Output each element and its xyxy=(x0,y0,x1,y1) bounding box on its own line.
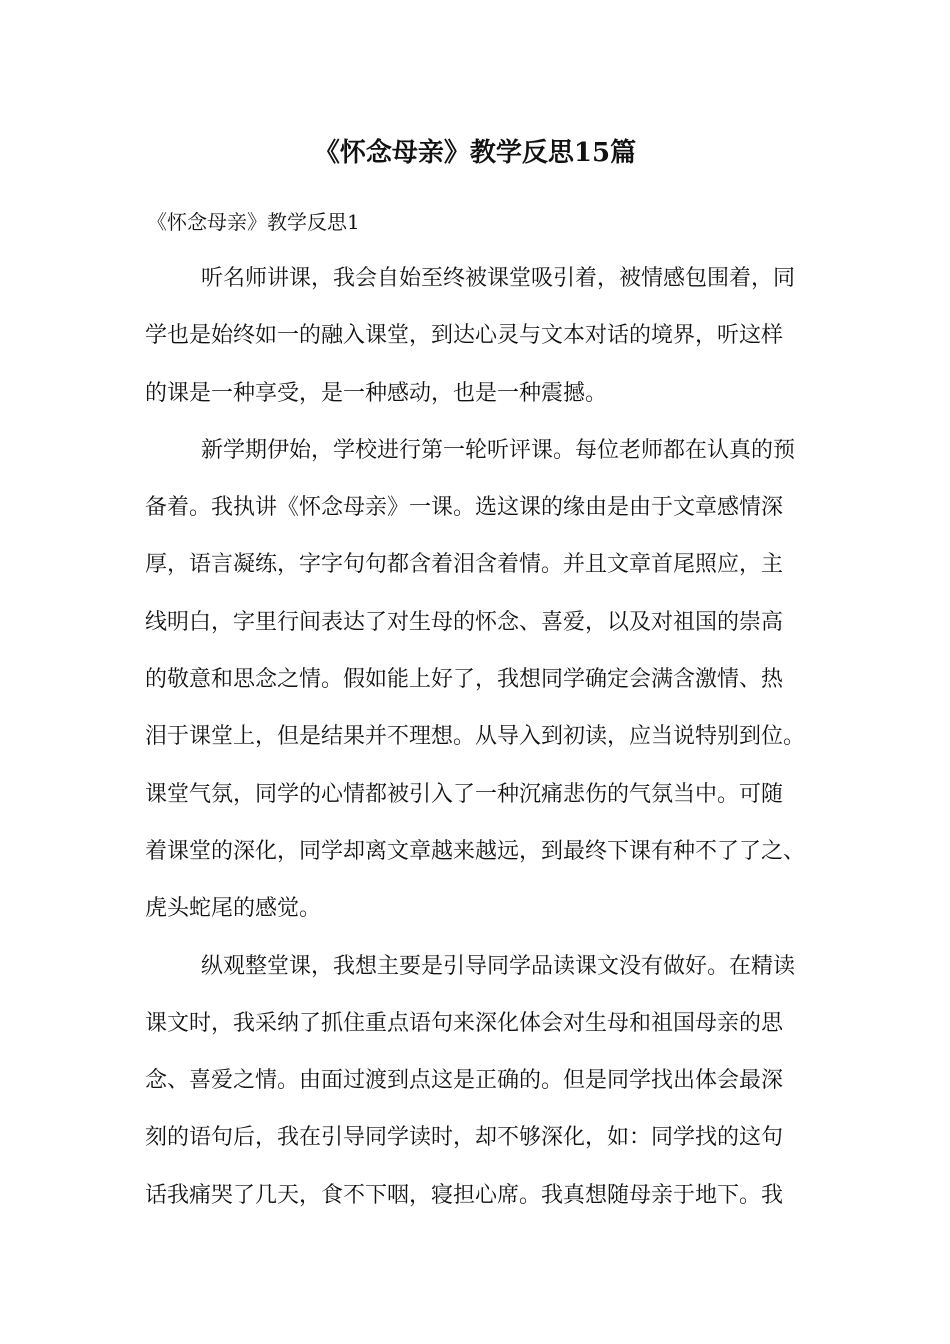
paragraph-line: 新学期伊始，学校进行第一轮听评课。每位老师都在认真的预 xyxy=(201,437,796,463)
paragraph-line: 着课堂的深化，同学却离文章越来越远，到最终下课有种不了了之、 xyxy=(145,838,806,864)
paragraph-line: 线明白，字里行间表达了对生母的怀念、喜爱，以及对祖国的崇高 xyxy=(145,609,784,635)
document-title: 《怀念母亲》教学反思15篇 xyxy=(313,138,637,168)
section-heading: 《怀念母亲》教学反思1 xyxy=(147,210,360,234)
paragraph-line: 纵观整堂课，我想主要是引导同学品读课文没有做好。在精读 xyxy=(201,953,796,979)
paragraph-line: 备着。我执讲《怀念母亲》一课。选这课的缘由是由于文章感情深 xyxy=(145,495,784,521)
paragraph-line: 泪于课堂上，但是结果并不理想。从导入到初读，应当说特别到位。 xyxy=(145,724,806,750)
paragraph-line: 的敬意和思念之情。假如能上好了，我想同学确定会满含激情、热 xyxy=(145,667,784,693)
paragraph-line: 的课是一种享受，是一种感动，也是一种震撼。 xyxy=(145,380,608,406)
paragraph-line: 听名师讲课，我会自始至终被课堂吸引着，被情感包围着，同 xyxy=(201,266,796,291)
paragraph-line: 课堂气氛，同学的心情都被引入了一种沉痛悲伤的气氛当中。可随 xyxy=(145,781,784,807)
paragraph-line: 厚，语言凝练，字字句句都含着泪含着情。并且文章首尾照应，主 xyxy=(145,552,784,578)
paragraph-line: 课文时，我采纳了抓住重点语句来深化体会对生母和祖国母亲的思 xyxy=(145,1010,784,1036)
paragraph-line: 刻的语句后，我在引导同学读时，却不够深化，如：同学找的这句 xyxy=(145,1125,784,1151)
paragraph-line: 虎头蛇尾的感觉。 xyxy=(145,896,322,922)
paragraph-line: 学也是始终如一的融入课堂，到达心灵与文本对话的境界，听这样 xyxy=(145,323,784,349)
document-body xyxy=(145,261,825,1235)
paragraph-line: 念、喜爱之情。由面过渡到点这是正确的。但是同学找出体会最深 xyxy=(145,1068,784,1094)
paragraph-line: 话我痛哭了几天，食不下咽，寝担心席。我真想随母亲于地下。我 xyxy=(145,1182,784,1208)
